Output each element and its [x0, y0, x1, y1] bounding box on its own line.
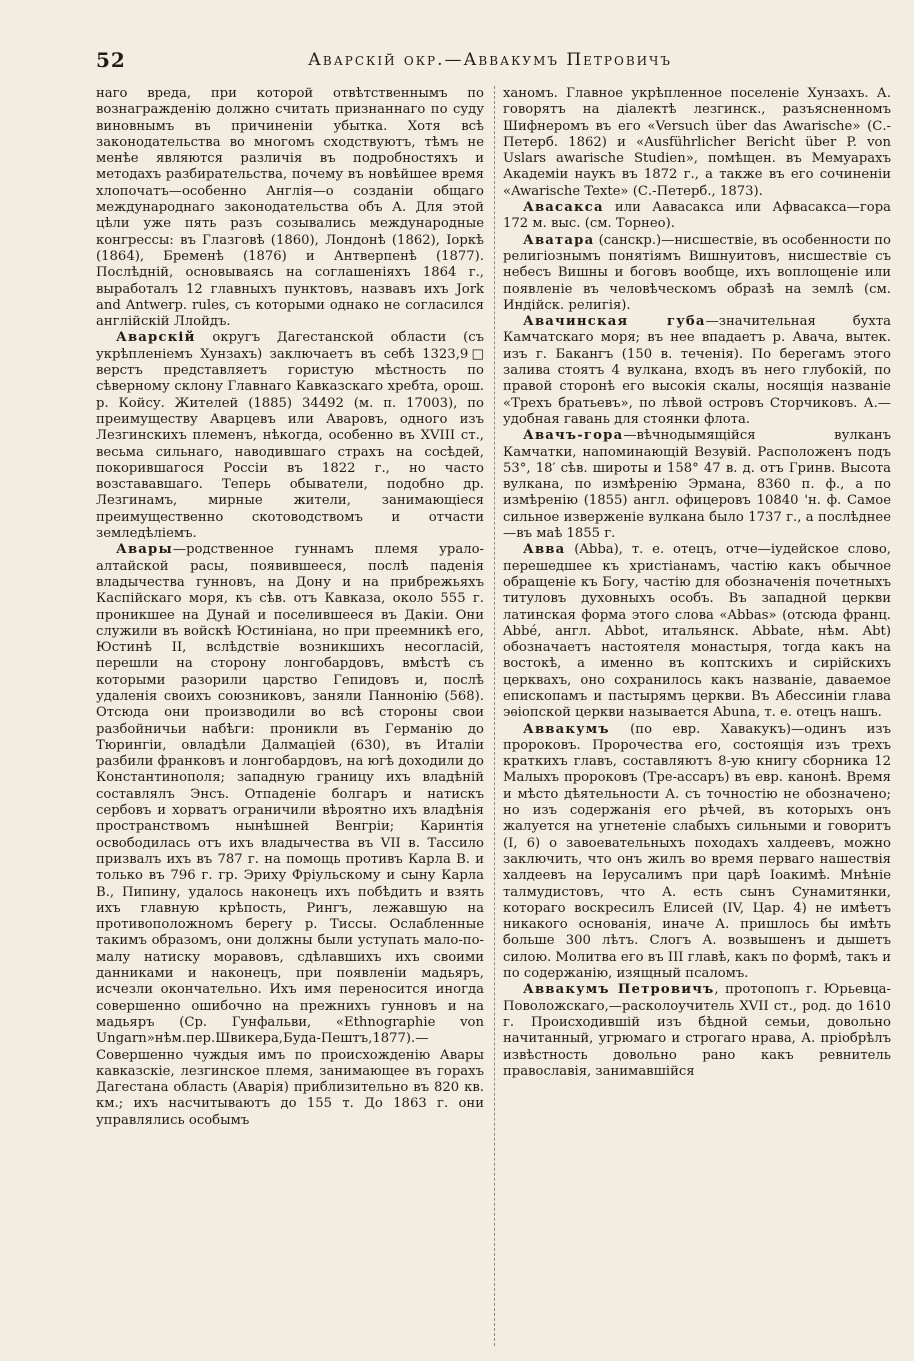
entry-headword: Аввакумъ: [523, 721, 610, 737]
entry-avachinskaya-guba: [503, 314, 891, 428]
entry-text: —вѣчнодымящійся вулканъ Камчатки, напоминающій Везувій. Расположенъ подъ 53°, 18′ сѣв. широты и 158° 47 в. д. отъ Гринв. Высота вулкана, по измѣренію Эрмана, 8360 п. ф., а по измѣренію (1855) англ. офицеровъ 10840 'н. ф. Самое сильное изверженіе вулкана было 1737 г., а послѣднее—въ маѣ 1855 г.: [503, 428, 891, 542]
entry-headword: Авва: [523, 542, 566, 558]
entry-avary: [96, 542, 484, 1129]
entry-headword: Аватара: [523, 232, 595, 248]
entry-continuation: [96, 86, 484, 330]
entry-headword: Авачинская губа: [523, 314, 706, 330]
entry-text: —значительная бухта Камчатскаго моря; въ нее впадаетъ р. Авача, вытек. изъ г. Бакангъ (150 в. теченія). По берегамъ этого залива стоятъ 4 вулкана, входъ въ него глубокій, по правой сторонѣ его высокія скалы, носящія названіе «Трехъ братьевъ», по лѣвой островъ Сторчиковъ. А.—удобная гавань для стоянки флота.: [503, 314, 891, 427]
left-column: [96, 86, 484, 1129]
entry-headword: Аввакумъ Петровичъ: [523, 982, 715, 998]
entry-headword: Авасакса: [523, 200, 604, 216]
page-header: [96, 48, 886, 74]
entry-avvakum-petrovich: [503, 982, 891, 1080]
right-column: [503, 86, 891, 1080]
entry-avach-gora: [503, 428, 891, 542]
entry-text: ханомъ. Главное укрѣпленное поселеніе Хунзахъ. А. говорятъ на діалектѣ лезгинск., разъясненномъ Шифнеромъ въ его «Versuch über das Awarische» (С.-Петерб. 1862) и «Ausführlicher Bericht über P. von Uslars awarische Studien», помѣщен. въ Мемуарахъ Академіи наукъ въ 1872 г., а также въ его сочиненіи «Awarische Texte» (С.-Петерб., 1873).: [503, 86, 891, 199]
entry-headword: Авачъ-гора: [523, 428, 624, 444]
entry-text: округъ Дагестанской области (съ укрѣпленіемъ Хунзахъ) заключаетъ въ себѣ 1323,9□ верстъ представляетъ гористую мѣстность по сѣверному склону Главнаго Кавказскаго хребта, орош. р. Койсу. Жителей (1885) 34492 (м. п. 17003), по преимуществу Аварцевъ или Аваровъ, одного изъ Лезгинскихъ племенъ, нѣкогда, особенно въ XVIII ст., весьма сильнаго, наводившаго страхъ на сосѣдей, покорившагося Россіи въ 1822 г., но часто возстававшаго. Теперь обыватели, подобно др. Лезгинамъ, мирные жители, занимающіеся преимущественно скотоводствомъ и отчасти земледѣліемъ.: [96, 330, 484, 542]
entry-avatara: [503, 233, 891, 314]
entry-text: —родственное гуннамъ племя урало-алтайской расы, появившееся, послѣ паденія владычества гунновъ, на Дону и на прибрежьяхъ Каспійскаго моря, къ сѣв. отъ Кавказа, около 555 г. проникшее на Дунай и поселившееся въ Дакіи. Они служили въ войскѣ Юстиніана, но при преемникѣ его, Юстинѣ II, вслѣдствіе возникшихъ несогласій, перешли на сторону лонгобардовъ, вмѣстѣ съ которыми разорили царство Гепидовъ и, послѣ удаленія своихъ союзниковъ, заняли Паннонію (568). Отсюда они производили во всѣ стороны свои разбойничьи набѣги: проникли въ Германію до Тюрингіи, овладѣли Далмаціей (630), въ Италіи разбили франковъ и лонгобардовъ, на югѣ доходили до Константинополя; западную границу ихъ владѣній составлялъ Энсъ. Отпаденіе болгаръ и натискъ сербовъ и хорватъ ограничили вѣроятно ихъ владѣнія пространствомъ нынѣшней Венгріи; Каринтія освободилась отъ ихъ владычества въ VII в. Тассило призвалъ ихъ въ 787 г. на помощь противъ Карла В. и только въ 796 г. гр. Эриху Фріульскому и сыну Карла В., Пипину, удалось наконецъ ихъ побѣдить и взять ихъ главную крѣпость, Рингъ, лежавшую на противоположномъ берегу р. Тиссы. Ослабленные такимъ образомъ, они должны были уступать мало-по-малу натиску моравовъ, сдѣлавшихъ ихъ своими данниками и наконецъ, при появленіи мадьяръ, исчезли окончательно. Ихъ имя переносится иногда совершенно ошибочно на прежнихъ гунновъ и на мадьяръ (Ср. Гунфальви, «Ethnographie von Ungarn»нѣм.пер.Швикера,Буда-Пештъ,1877).—Совершенно чуждыя имъ по происхожденію Авары кавказскіе, лезгинское племя, занимающее въ горахъ Дагестана область (Аварія) приблизительно въ 820 кв. км.; ихъ насчитываютъ до 155 т. До 1863 г. они управлялись особымъ: [96, 542, 484, 1128]
entry-text: наго вреда, при которой отвѣтственнымъ по вознагражденію должно считать признаннаго по суду виновнымъ въ причиненіи убытка. Хотя всѣ законодательства во многомъ сходствуютъ, тѣмъ не менѣе являются различія въ подробностяхъ и методахъ разбирательства, почему въ новѣйшее время хлопочатъ—особенно Англія—о созданіи общаго международнаго законодательства объ А. Для этой цѣли уже пять разъ созывались международные конгрессы: въ Глазговѣ (1860), Лондонѣ (1862), Іоркѣ (1864), Бременѣ (1876) и Антверпенѣ (1877). Послѣдній, основываясь на соглашеніяхъ 1864 г., выработалъ 12 главныхъ пунктовъ, назвавъ ихъ Jork and Antwerp. rules, съ которыми однако не согласился англійскій Ллойдъ.: [96, 86, 484, 330]
entry-avva: [503, 542, 891, 721]
entry-avarsky-okrug: [96, 330, 484, 542]
column-divider: [494, 86, 495, 1346]
entry-avasaksa: [503, 200, 891, 233]
entry-continuation: [503, 86, 891, 200]
entry-avvakum: [503, 722, 891, 983]
entry-text: или Аавасакса или Афвасакса—гора 172 м. выс. (см. Торнео).: [503, 200, 891, 232]
page-number: 52: [96, 48, 126, 72]
entry-text: , протопопъ г. Юрьевца-Поволожскаго,—расколоучитель XVII ст., род. до 1610 г. Происходившій изъ бѣдной семьи, довольно начитанный, угрюмаго и строгаго нрава, А. пріобрѣлъ извѣстность довольно рано какъ ревнитель православія, занимавшійся: [503, 982, 891, 1079]
entry-text: (Abba), т. е. отецъ, отче—іудейское слово, перешедшее къ христіанамъ, частію какъ обычное обращеніе къ Богу, частію для обозначенія почетныхъ титуловъ духовныхъ особъ. Въ западной церкви латинская форма этого слова «Abbas» (отсюда франц. Abbé, англ. Abbot, итальянск. Abbate, нѣм. Abt) обозначаетъ настоятеля монастыря, тогда какъ на востокѣ, а именно въ коптскихъ и сирійскихъ церквахъ, оно сохранилось какъ названіе, даваемое епископамъ и пастырямъ церкви. Въ Абессиніи глава эѳіопской церкви называется Abuna, т. е. отецъ нашъ.: [503, 542, 891, 721]
entry-text: (санскр.)—нисшествіе, въ особенности по религіознымъ понятіямъ Вишнуитовъ, нисшествіе съ небесъ Вишны и боговъ вообще, ихъ воплощеніе или появленіе въ человѣческомъ образѣ на землѣ (см. Индійск. религія).: [503, 232, 891, 313]
entry-text: (по евр. Хавакукъ)—одинъ изъ пророковъ. Пророчества его, состоящія изъ трехъ краткихъ главъ, составляютъ 8-ую книгу сборника 12 Малыхъ пророковъ (Тре-ассаръ) въ евр. канонѣ. Время и мѣсто дѣятельности А. съ точностію не обозначено; но изъ содержанія его рѣчей, въ которыхъ онъ жалуется на угнетеніе слабыхъ сильными и говоритъ (I, 6) о завоевательныхъ походахъ халдеевъ, можно заключить, что онъ жилъ во время перваго нашествія халдеевъ на Іерусалимъ при царѣ Іоакимѣ. Мнѣніе талмудистовъ, что А. есть сынъ Сунамитянки, котораго воскресилъ Елисей (IV, Цар. 4) не имѣетъ никакого основанія, иначе А. пришлось бы имѣть больше 300 лѣтъ. Слогъ А. возвышенъ и дышетъ силою. Молитва его въ III главѣ, какъ по формѣ, такъ и по содержанію, изящный псаломъ.: [503, 721, 891, 982]
running-head: Аварскій окр.—Аввакумъ Петровичъ: [308, 50, 672, 70]
entry-headword: Аварскій: [116, 330, 196, 346]
entry-headword: Авары: [116, 542, 173, 558]
